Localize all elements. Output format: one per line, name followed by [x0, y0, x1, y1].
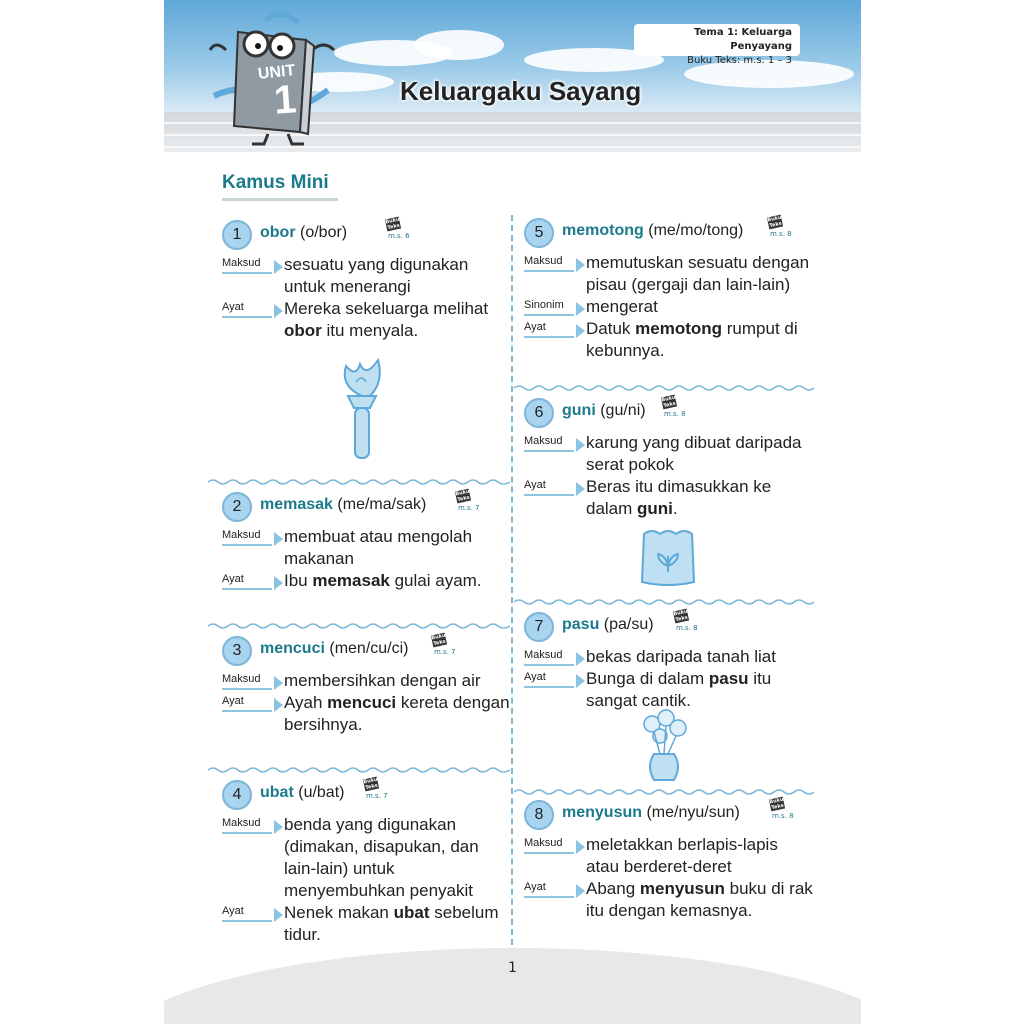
maksud-tag: Maksud: [222, 814, 284, 835]
entry-example: Nenek makan ubat sebelum tidur.: [284, 903, 499, 944]
textbook-icon: Buku Teks m.s. 8: [766, 214, 792, 238]
entry-example: Mereka sekeluarga melihat obor itu menyala.: [284, 299, 489, 340]
entry-word: mencuci (men/cu/ci): [260, 640, 409, 657]
entry-definition: sesuatu yang digunakan untuk menerangi: [284, 255, 469, 296]
entry-word: ubat (u/bat): [260, 784, 345, 801]
separator: [514, 384, 814, 392]
maksud-tag: Maksud: [222, 670, 284, 691]
header-banner: [164, 0, 861, 152]
ayat-tag: Ayat: [222, 570, 284, 591]
entry-word: memasak (me/ma/sak): [260, 496, 427, 513]
page-title: Keluargaku Sayang: [400, 76, 642, 106]
entry-ubat: [222, 776, 512, 946]
entry-definition: membersihkan dengan air: [284, 671, 481, 690]
vase-icon: [636, 708, 692, 788]
separator: [208, 766, 510, 774]
ayat-tag: Ayat: [222, 298, 284, 319]
entry-memasak: [222, 488, 512, 592]
ayat-tag: Ayat: [524, 476, 586, 497]
entry-word: memotong (me/mo/tong): [562, 222, 744, 239]
entry-obor: [222, 216, 512, 342]
theme-box: [634, 24, 800, 66]
separator: [514, 598, 814, 606]
separator: [208, 622, 510, 630]
textbook-icon: Buku Teks m.s. 8: [768, 796, 794, 820]
entry-definition: membuat atau mengolah makanan: [284, 527, 473, 568]
section-title: Kamus Mini: [222, 172, 338, 201]
ayat-tag: Ayat: [524, 668, 586, 689]
ayat-tag: Ayat: [524, 318, 586, 339]
ayat-tag: Ayat: [524, 878, 586, 899]
theme-title: Tema 1: Keluarga Penyayang: [694, 27, 792, 52]
entry-definition: meletakkan berlapis-lapis atau berderet-deret: [586, 835, 778, 876]
entry-word: pasu (pa/su): [562, 616, 654, 633]
ayat-tag: Ayat: [222, 902, 284, 923]
entry-example: Ibu memasak gulai ayam.: [284, 571, 482, 590]
entry-menyusun: [524, 796, 814, 922]
entry-definition: karung yang dibuat daripada serat pokok: [586, 433, 802, 474]
page: [164, 0, 861, 1024]
entry-definition: benda yang digunakan (dimakan, disapukan, dan lain-lain) untuk menyembuhkan penyakit: [284, 815, 479, 900]
entry-pasu: [524, 608, 814, 712]
entry-memotong: [524, 214, 814, 362]
textbook-icon: Buku Teks m.s. 8: [660, 394, 686, 418]
entry-example: Beras itu dimasukkan ke dalam guni.: [586, 477, 772, 518]
entry-number: 2: [222, 492, 252, 522]
entry-word: guni (gu/ni): [562, 402, 646, 419]
maksud-tag: Maksud: [222, 526, 284, 547]
entry-definition: bekas daripada tanah liat: [586, 647, 776, 666]
sinonim-tag: Sinonim: [524, 296, 586, 317]
torch-icon: [322, 356, 402, 470]
entry-number: 6: [524, 398, 554, 428]
entry-synonym: mengerat: [586, 297, 658, 316]
entry-example: Bunga di dalam pasu itu sangat cantik.: [586, 669, 772, 710]
entry-example: Ayah mencuci kereta dengan bersihnya.: [284, 693, 510, 734]
entry-number: 7: [524, 612, 554, 642]
entry-number: 4: [222, 780, 252, 810]
maksud-tag: Maksud: [524, 834, 586, 855]
entry-example: Datuk memotong rumput di kebunnya.: [586, 319, 798, 360]
textbook-icon: Buku Teks m.s. 7: [362, 776, 388, 800]
separator: [514, 788, 814, 796]
entry-number: 1: [222, 220, 252, 250]
maksud-tag: Maksud: [524, 252, 586, 273]
entry-number: 5: [524, 218, 554, 248]
entry-number: 8: [524, 800, 554, 830]
entry-guni: [524, 394, 814, 520]
theme-pages: Buku Teks: m.s. 1 – 3: [687, 55, 792, 66]
maksud-tag: Maksud: [524, 646, 586, 667]
textbook-icon: Buku Teks m.s. 8: [672, 608, 698, 632]
entry-definition: memutuskan sesuatu dengan pisau (gergaji dan lain-lain): [586, 253, 810, 294]
unit-label: UNIT: [257, 62, 297, 83]
entry-word: obor (o/bor): [260, 224, 348, 241]
maksud-tag: Maksud: [222, 254, 284, 275]
unit-number: 1: [272, 77, 298, 123]
maksud-tag: Maksud: [524, 432, 586, 453]
page-number: 1: [508, 960, 517, 976]
entry-number: 3: [222, 636, 252, 666]
sack-icon: [636, 526, 700, 594]
entry-mencuci: [222, 632, 512, 736]
ayat-tag: Ayat: [222, 692, 284, 713]
separator: [208, 478, 510, 486]
textbook-icon: Buku Teks m.s. 6: [384, 216, 410, 240]
entry-example: Abang menyusun buku di rak itu dengan kemasnya.: [586, 879, 813, 920]
mascot-book-icon: [208, 10, 348, 152]
textbook-icon: Buku Teks m.s. 7: [430, 632, 456, 656]
entry-word: menyusun (me/nyu/sun): [562, 804, 740, 821]
textbook-icon: Buku Teks m.s. 7: [454, 488, 480, 512]
